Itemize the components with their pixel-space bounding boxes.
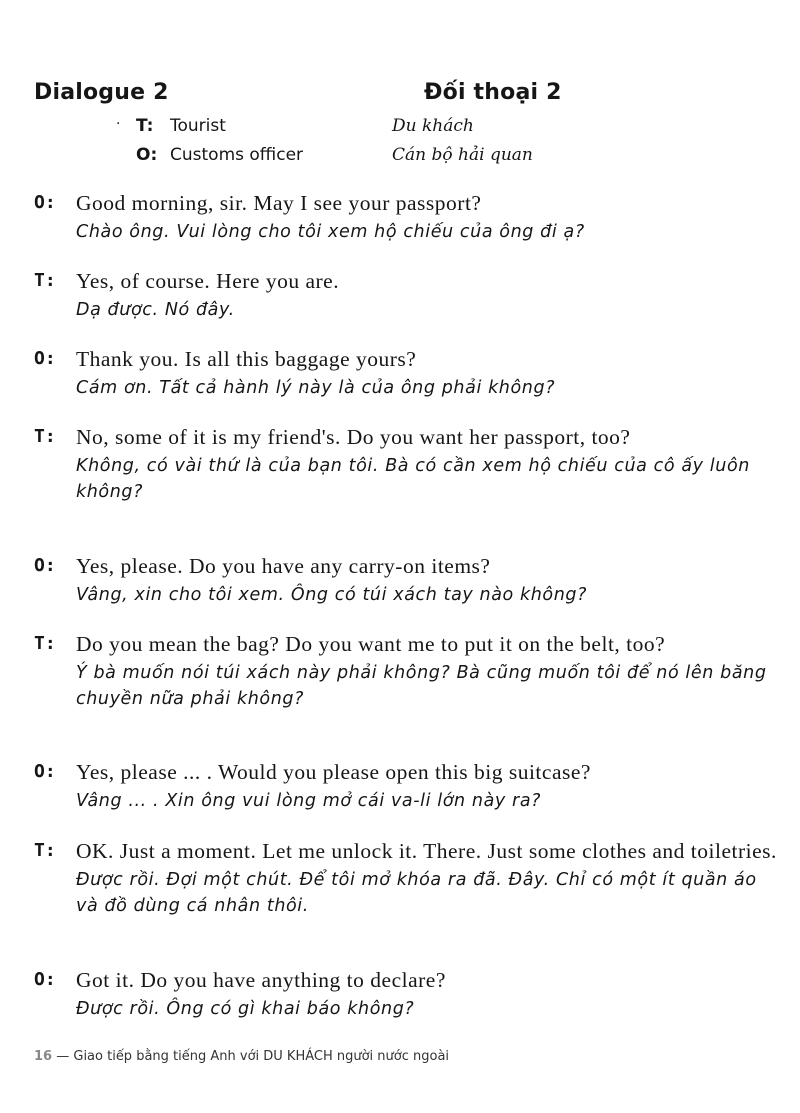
speaker-code: O:	[34, 192, 56, 213]
role-name-en: Customs officer	[170, 145, 304, 165]
dialogue-turn	[34, 838, 784, 919]
line-vietnamese: Cám ơn. Tất cả hành lý này là của ông phải không?	[76, 378, 556, 398]
speaker-code: T:	[34, 633, 56, 654]
speaker-code: O:	[34, 969, 56, 990]
dialogue-turn	[34, 190, 784, 245]
line-english: OK. Just a moment. Let me unlock it. There. Just some clothes and toiletries.	[76, 839, 777, 863]
line-vietnamese: Chào ông. Vui lòng cho tôi xem hộ chiếu của ông đi ạ?	[76, 222, 585, 242]
dialogue-turn	[34, 268, 784, 323]
speaker-code: T:	[34, 426, 56, 447]
book-title: — Giao tiếp bằng tiếng Anh với DU KHÁCH người nước ngoài	[56, 1049, 450, 1064]
role-name-en: Tourist	[170, 116, 226, 136]
line-vietnamese: Được rồi. Đợi một chút. Để tôi mở khóa ra đã. Đây. Chỉ có một ít quần áo và đồ dùng cá nhân thôi.	[76, 870, 757, 916]
role-code: T:	[136, 116, 154, 136]
line-english: Got it. Do you have anything to declare?	[76, 968, 446, 992]
line-vietnamese: Không, có vài thứ là của bạn tôi. Bà có cần xem hộ chiếu của cô ấy luôn không?	[76, 456, 750, 502]
page-number: 16	[34, 1049, 53, 1064]
bullet-mark: ·	[116, 116, 121, 132]
line-english: Yes, please ... . Would you please open this big suitcase?	[76, 760, 591, 784]
role-name-vi: Du khách	[392, 116, 474, 136]
dialogue-turn	[34, 424, 784, 505]
speaker-code: T:	[34, 840, 56, 861]
line-vietnamese: Vâng ... . Xin ông vui lòng mở cái va-li lớn này ra?	[76, 791, 542, 811]
line-english: Good morning, sir. May I see your passport?	[76, 191, 482, 215]
dialogue-heading-vi: Đối thoại 2	[424, 80, 562, 105]
line-vietnamese: Dạ được. Nó đây.	[76, 300, 235, 320]
dialogue-turn	[34, 631, 784, 712]
line-vietnamese: Vâng, xin cho tôi xem. Ông có túi xách tay nào không?	[76, 585, 588, 605]
speaker-code: O:	[34, 348, 56, 369]
line-english: Do you mean the bag? Do you want me to put it on the belt, too?	[76, 632, 666, 656]
line-english: Yes, please. Do you have any carry-on items?	[76, 554, 491, 578]
role-legend	[116, 116, 736, 174]
speaker-code: O:	[34, 761, 56, 782]
role-code: O:	[136, 145, 158, 165]
dialogue-heading-en: Dialogue 2	[34, 80, 169, 105]
role-tourist	[116, 116, 736, 145]
speaker-code: O:	[34, 555, 56, 576]
role-name-vi: Cán bộ hải quan	[392, 145, 533, 165]
role-officer	[136, 145, 736, 174]
dialogue-turn	[34, 346, 784, 401]
page-footer	[34, 1049, 449, 1064]
line-english: No, some of it is my friend's. Do you want her passport, too?	[76, 425, 631, 449]
line-english: Thank you. Is all this baggage yours?	[76, 347, 417, 371]
dialogue-turn	[34, 967, 784, 1022]
dialogue-turn	[34, 759, 784, 814]
line-english: Yes, of course. Here you are.	[76, 269, 340, 293]
speaker-code: T:	[34, 270, 56, 291]
line-vietnamese: Được rồi. Ông có gì khai báo không?	[76, 999, 415, 1019]
dialogue-turn	[34, 553, 784, 608]
line-vietnamese: Ý bà muốn nói túi xách này phải không? Bà cũng muốn tôi để nó lên băng chuyền nữa phải không?	[76, 663, 767, 709]
